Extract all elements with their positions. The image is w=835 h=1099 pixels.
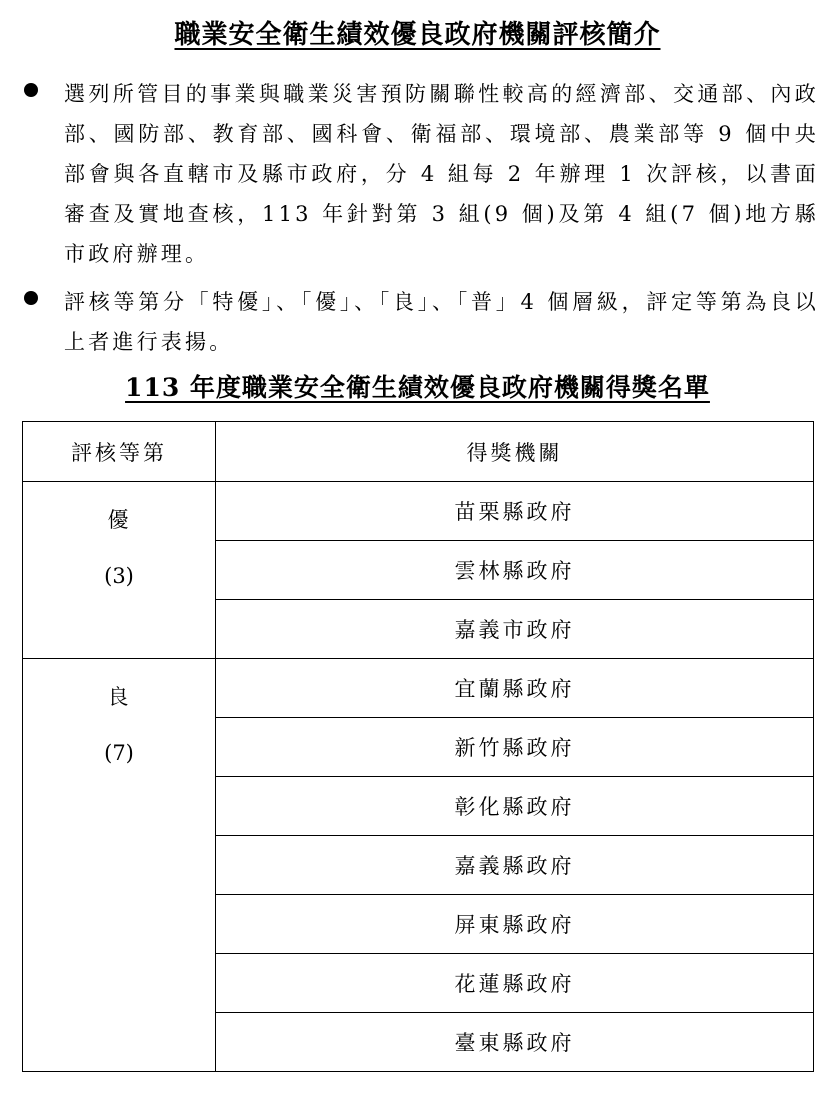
org-cell: 苗栗縣政府 [216, 482, 814, 541]
grade-label: 良 [107, 685, 131, 709]
table-title-text: 113 年度職業安全衛生績效優良政府機關得獎名單 [125, 373, 710, 402]
grade-cell [23, 482, 216, 659]
org-cell: 新竹縣政府 [216, 718, 814, 777]
table-row [23, 659, 814, 718]
header-grade: 評核等第 [23, 422, 216, 482]
header-org: 得獎機關 [216, 422, 814, 482]
bullet-text: 選列所管目的事業與職業災害預防關聯性較高的經濟部、交通部、內政部、國防部、教育部、國科會、衛福部、環境部、農業部等 9 個中央部會與各直轄市及縣市政府，分 4 組每 2 年辦理 1 次評核，以書面審查及實地查核，113 年針對第 3 組(9 個)及第 4 組(7 個)地方縣市政府辦理。 [64, 82, 819, 266]
grade-cell [23, 659, 216, 1072]
table-header-row [23, 422, 814, 482]
bullet-dot-icon [24, 291, 38, 305]
grade-label: 優 [107, 508, 131, 532]
org-cell: 宜蘭縣政府 [216, 659, 814, 718]
bullet-dot-icon [24, 83, 38, 97]
page-title [0, 14, 835, 51]
org-cell: 屏東縣政府 [216, 895, 814, 954]
org-cell: 嘉義市政府 [216, 600, 814, 659]
page-title-text: 職業安全衛生績效優良政府機關評核簡介 [174, 20, 661, 50]
org-cell: 彰化縣政府 [216, 777, 814, 836]
grade-count: (7) [104, 741, 134, 765]
org-cell: 花蓮縣政府 [216, 954, 814, 1013]
grade-count: (3) [104, 564, 134, 588]
table-row [23, 482, 814, 541]
bullet-text: 評核等第分「特優」、「優」、「良」、「普」4 個層級，評定等第為良以上者進行表揚。 [64, 290, 819, 354]
org-cell: 臺東縣政府 [216, 1013, 814, 1072]
org-cell: 雲林縣政府 [216, 541, 814, 600]
table-title [0, 368, 835, 404]
awards-table [22, 421, 814, 1072]
org-cell: 嘉義縣政府 [216, 836, 814, 895]
